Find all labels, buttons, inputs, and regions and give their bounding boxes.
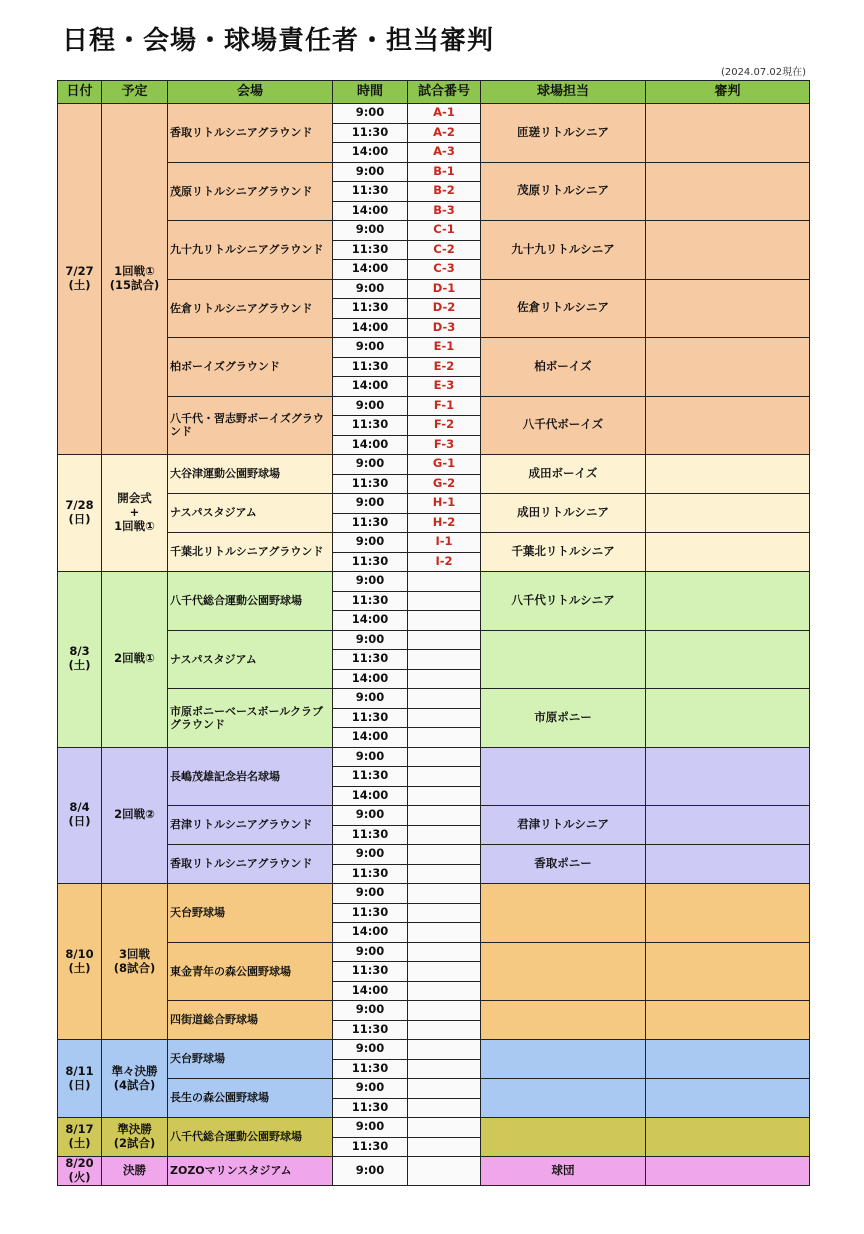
date-line: 8/10: [65, 946, 94, 961]
manager-cell: [481, 942, 646, 1001]
date-line: 7/27: [65, 264, 94, 279]
table-row: [58, 572, 810, 592]
manager-cell: [481, 747, 646, 806]
table-row: [58, 104, 810, 124]
umpire-cell: [646, 1001, 810, 1040]
game-number-cell: [408, 669, 481, 689]
venue-cell: 大谷津運動公園野球場: [168, 455, 333, 494]
umpire-cell: [646, 279, 810, 338]
time-cell: 11:30: [333, 903, 408, 923]
date-line: (日): [68, 1077, 91, 1092]
umpire-cell: [646, 806, 810, 845]
time-cell: 9:00: [333, 845, 408, 865]
plan-line: +: [129, 505, 140, 520]
manager-cell: 八千代リトルシニア: [481, 572, 646, 631]
time-cell: 9:00: [333, 884, 408, 904]
date-line: (日): [68, 512, 91, 526]
manager-cell: 八千代ボーイズ: [481, 396, 646, 455]
table-row: [58, 396, 810, 416]
umpire-cell: [646, 1157, 810, 1186]
game-number-cell: [408, 767, 481, 787]
game-number-cell: [408, 825, 481, 845]
time-cell: 9:00: [333, 747, 408, 767]
game-number-cell: [408, 903, 481, 923]
time-cell: 14:00: [333, 728, 408, 748]
time-cell: 9:00: [333, 942, 408, 962]
game-number-cell: C-3: [408, 260, 481, 280]
time-cell: 11:30: [333, 416, 408, 436]
plan-line: (2試合): [113, 1136, 156, 1150]
game-number-cell: G-1: [408, 455, 481, 475]
time-cell: 11:30: [333, 357, 408, 377]
time-cell: 14:00: [333, 143, 408, 163]
time-cell: 9:00: [333, 1040, 408, 1060]
time-cell: 11:30: [333, 962, 408, 982]
game-number-cell: I-2: [408, 552, 481, 572]
schedule-table: [57, 80, 810, 1186]
venue-cell: 香取リトルシニアグラウンド: [168, 845, 333, 884]
venue-cell: 天台野球場: [168, 884, 333, 943]
game-number-cell: [408, 630, 481, 650]
time-cell: 11:30: [333, 1020, 408, 1040]
game-number-cell: [408, 611, 481, 631]
manager-cell: 佐倉リトルシニア: [481, 279, 646, 338]
table-row: [58, 1040, 810, 1060]
umpire-cell: [646, 572, 810, 631]
time-cell: 9:00: [333, 104, 408, 124]
manager-cell: 球団: [481, 1157, 646, 1186]
header-date: 日付: [58, 81, 102, 104]
time-cell: 9:00: [333, 279, 408, 299]
table-row: [58, 806, 810, 826]
game-number-cell: [408, 981, 481, 1001]
date-cell: [58, 1157, 102, 1186]
venue-cell: 柏ボーイズグラウンド: [168, 338, 333, 397]
umpire-cell: [646, 1118, 810, 1157]
game-number-cell: [408, 1020, 481, 1040]
game-number-cell: [408, 1137, 481, 1157]
game-number-cell: [408, 806, 481, 826]
header-plan: 予定: [102, 81, 168, 104]
time-cell: 11:30: [333, 1098, 408, 1118]
time-cell: 11:30: [333, 123, 408, 143]
header-time: 時間: [333, 81, 408, 104]
date-line: 8/20: [65, 1156, 94, 1170]
venue-cell: ZOZOマリンスタジアム: [168, 1157, 333, 1186]
table-row: [58, 747, 810, 767]
date-line: (火): [68, 1169, 91, 1184]
time-cell: 9:00: [333, 162, 408, 182]
time-cell: 11:30: [333, 182, 408, 202]
manager-cell: [481, 1040, 646, 1079]
game-number-cell: B-2: [408, 182, 481, 202]
game-number-cell: E-2: [408, 357, 481, 377]
venue-cell: 茂原リトルシニアグラウンド: [168, 162, 333, 221]
game-number-cell: [408, 1098, 481, 1118]
table-row: [58, 455, 810, 475]
plan-cell: [102, 572, 168, 748]
plan-cell: [102, 747, 168, 884]
umpire-cell: [646, 630, 810, 689]
game-number-cell: [408, 1059, 481, 1079]
plan-cell: [102, 884, 168, 1040]
plan-line: 2回戦②: [114, 807, 155, 822]
venue-cell: 天台野球場: [168, 1040, 333, 1079]
time-cell: 11:30: [333, 1059, 408, 1079]
umpire-cell: [646, 942, 810, 1001]
venue-cell: 長嶋茂雄記念岩名球場: [168, 747, 333, 806]
game-number-cell: [408, 591, 481, 611]
table-row: [58, 1157, 810, 1186]
plan-cell: [102, 104, 168, 455]
date-cell: [58, 884, 102, 1040]
date-line: 8/3: [69, 644, 90, 659]
time-cell: 11:30: [333, 299, 408, 319]
time-cell: 9:00: [333, 572, 408, 592]
plan-line: 準決勝: [117, 1122, 152, 1137]
game-number-cell: E-1: [408, 338, 481, 358]
manager-cell: 成田ボーイズ: [481, 455, 646, 494]
table-row: [58, 533, 810, 553]
time-cell: 14:00: [333, 377, 408, 397]
time-cell: 9:00: [333, 338, 408, 358]
time-cell: 9:00: [333, 455, 408, 475]
game-number-cell: [408, 786, 481, 806]
plan-line: (4試合): [113, 1077, 156, 1092]
game-number-cell: [408, 845, 481, 865]
umpire-cell: [646, 455, 810, 494]
time-cell: 14:00: [333, 981, 408, 1001]
game-number-cell: [408, 942, 481, 962]
game-number-cell: [408, 1079, 481, 1099]
date-cell: [58, 747, 102, 884]
date-line: (土): [68, 658, 91, 673]
game-number-cell: I-1: [408, 533, 481, 553]
date-cell: [58, 104, 102, 455]
umpire-cell: [646, 162, 810, 221]
time-cell: 11:30: [333, 708, 408, 728]
game-number-cell: D-2: [408, 299, 481, 319]
date-cell: [58, 1040, 102, 1118]
game-number-cell: D-3: [408, 318, 481, 338]
table-row: [58, 1001, 810, 1021]
time-cell: 11:30: [333, 864, 408, 884]
date-line: 8/11: [65, 1063, 94, 1078]
game-number-cell: A-1: [408, 104, 481, 124]
venue-cell: 四街道総合野球場: [168, 1001, 333, 1040]
manager-cell: 茂原リトルシニア: [481, 162, 646, 221]
game-number-cell: F-3: [408, 435, 481, 455]
plan-line: 3回戦: [118, 946, 150, 961]
time-cell: 11:30: [333, 591, 408, 611]
game-number-cell: [408, 1157, 481, 1186]
time-cell: 14:00: [333, 201, 408, 221]
table-row: [58, 221, 810, 241]
venue-cell: 八千代・習志野ボーイズグラウンド: [168, 396, 333, 455]
plan-cell: [102, 1157, 168, 1186]
game-number-cell: [408, 572, 481, 592]
plan-line: 1回戦①: [114, 264, 155, 279]
time-cell: 11:30: [333, 767, 408, 787]
table-row: [58, 689, 810, 709]
plan-cell: [102, 1118, 168, 1157]
venue-cell: 千葉北リトルシニアグラウンド: [168, 533, 333, 572]
game-number-cell: [408, 689, 481, 709]
game-number-cell: H-1: [408, 494, 481, 514]
umpire-cell: [646, 338, 810, 397]
plan-line: 開会式: [117, 491, 152, 506]
table-row: [58, 1079, 810, 1099]
header-umpire: 審判: [646, 81, 810, 104]
plan-cell: [102, 1040, 168, 1118]
time-cell: 14:00: [333, 669, 408, 689]
time-cell: 11:30: [333, 650, 408, 670]
game-number-cell: [408, 962, 481, 982]
date-cell: [58, 455, 102, 572]
game-number-cell: F-1: [408, 396, 481, 416]
date-line: (土): [68, 1136, 91, 1150]
date-line: 7/28: [65, 498, 94, 513]
plan-line: (15試合): [109, 278, 160, 292]
venue-cell: 九十九リトルシニアグラウンド: [168, 221, 333, 280]
date-line: (土): [68, 960, 91, 975]
venue-cell: 君津リトルシニアグラウンド: [168, 806, 333, 845]
table-row: [58, 884, 810, 904]
date-line: 8/4: [69, 800, 90, 815]
umpire-cell: [646, 1079, 810, 1118]
time-cell: 11:30: [333, 474, 408, 494]
time-cell: 14:00: [333, 318, 408, 338]
game-number-cell: E-3: [408, 377, 481, 397]
venue-cell: ナスパスタジアム: [168, 630, 333, 689]
manager-cell: 柏ボーイズ: [481, 338, 646, 397]
venue-cell: 東金青年の森公園野球場: [168, 942, 333, 1001]
time-cell: 9:00: [333, 806, 408, 826]
venue-cell: 市原ポニーベースボールクラブグラウンド: [168, 689, 333, 748]
manager-cell: [481, 1118, 646, 1157]
game-number-cell: B-1: [408, 162, 481, 182]
date-line: (土): [68, 278, 91, 292]
game-number-cell: C-2: [408, 240, 481, 260]
game-number-cell: B-3: [408, 201, 481, 221]
umpire-cell: [646, 494, 810, 533]
game-number-cell: D-1: [408, 279, 481, 299]
date-line: 8/17: [65, 1122, 94, 1137]
umpire-cell: [646, 104, 810, 163]
game-number-cell: [408, 1040, 481, 1060]
umpire-cell: [646, 747, 810, 806]
manager-cell: 匝瑳リトルシニア: [481, 104, 646, 163]
table-row: [58, 494, 810, 514]
time-cell: 9:00: [333, 1118, 408, 1138]
header-venue: 会場: [168, 81, 333, 104]
plan-line: (8試合): [113, 960, 156, 975]
manager-cell: [481, 1001, 646, 1040]
table-row: [58, 279, 810, 299]
venue-cell: ナスパスタジアム: [168, 494, 333, 533]
page-title: 日程・会場・球場責任者・担当審判: [62, 26, 495, 56]
game-number-cell: [408, 650, 481, 670]
plan-line: 1回戦①: [114, 518, 155, 533]
time-cell: 11:30: [333, 240, 408, 260]
game-number-cell: [408, 923, 481, 943]
table-row: [58, 630, 810, 650]
table-row: [58, 942, 810, 962]
manager-cell: 千葉北リトルシニア: [481, 533, 646, 572]
table-row: [58, 1118, 810, 1138]
manager-cell: [481, 1079, 646, 1118]
time-cell: 9:00: [333, 689, 408, 709]
time-cell: 9:00: [333, 494, 408, 514]
umpire-cell: [646, 884, 810, 943]
manager-cell: 香取ポニー: [481, 845, 646, 884]
time-cell: 14:00: [333, 435, 408, 455]
time-cell: 9:00: [333, 533, 408, 553]
game-number-cell: H-2: [408, 513, 481, 533]
plan-line: 決勝: [123, 1162, 146, 1177]
time-cell: 9:00: [333, 221, 408, 241]
plan-line: 2回戦①: [114, 651, 155, 666]
header-game-no: 試合番号: [408, 81, 481, 104]
game-number-cell: C-1: [408, 221, 481, 241]
table-row: [58, 845, 810, 865]
venue-cell: 長生の森公園野球場: [168, 1079, 333, 1118]
manager-cell: 君津リトルシニア: [481, 806, 646, 845]
date-cell: [58, 572, 102, 748]
umpire-cell: [646, 396, 810, 455]
time-cell: 9:00: [333, 1157, 408, 1186]
as-of-date: (2024.07.02現在): [720, 67, 806, 78]
manager-cell: 市原ポニー: [481, 689, 646, 748]
game-number-cell: F-2: [408, 416, 481, 436]
game-number-cell: [408, 1118, 481, 1138]
game-number-cell: G-2: [408, 474, 481, 494]
umpire-cell: [646, 221, 810, 280]
plan-cell: [102, 455, 168, 572]
time-cell: 9:00: [333, 630, 408, 650]
plan-line: 準々決勝: [111, 1063, 158, 1078]
date-line: (日): [68, 814, 91, 829]
game-number-cell: [408, 884, 481, 904]
venue-cell: 八千代総合運動公園野球場: [168, 1118, 333, 1157]
manager-cell: [481, 630, 646, 689]
time-cell: 14:00: [333, 611, 408, 631]
time-cell: 14:00: [333, 260, 408, 280]
umpire-cell: [646, 1040, 810, 1079]
time-cell: 9:00: [333, 396, 408, 416]
game-number-cell: [408, 708, 481, 728]
game-number-cell: [408, 728, 481, 748]
time-cell: 14:00: [333, 786, 408, 806]
time-cell: 11:30: [333, 513, 408, 533]
time-cell: 11:30: [333, 1137, 408, 1157]
umpire-cell: [646, 689, 810, 748]
time-cell: 11:30: [333, 552, 408, 572]
venue-cell: 佐倉リトルシニアグラウンド: [168, 279, 333, 338]
game-number-cell: [408, 864, 481, 884]
game-number-cell: A-3: [408, 143, 481, 163]
game-number-cell: A-2: [408, 123, 481, 143]
time-cell: 11:30: [333, 825, 408, 845]
table-row: [58, 338, 810, 358]
time-cell: 9:00: [333, 1001, 408, 1021]
manager-cell: [481, 884, 646, 943]
time-cell: 9:00: [333, 1079, 408, 1099]
manager-cell: 九十九リトルシニア: [481, 221, 646, 280]
manager-cell: 成田リトルシニア: [481, 494, 646, 533]
game-number-cell: [408, 1001, 481, 1021]
time-cell: 14:00: [333, 923, 408, 943]
venue-cell: 八千代総合運動公園野球場: [168, 572, 333, 631]
umpire-cell: [646, 845, 810, 884]
umpire-cell: [646, 533, 810, 572]
table-row: [58, 162, 810, 182]
header-row: [58, 81, 810, 104]
header-manager: 球場担当: [481, 81, 646, 104]
game-number-cell: [408, 747, 481, 767]
date-cell: [58, 1118, 102, 1157]
venue-cell: 香取リトルシニアグラウンド: [168, 104, 333, 163]
